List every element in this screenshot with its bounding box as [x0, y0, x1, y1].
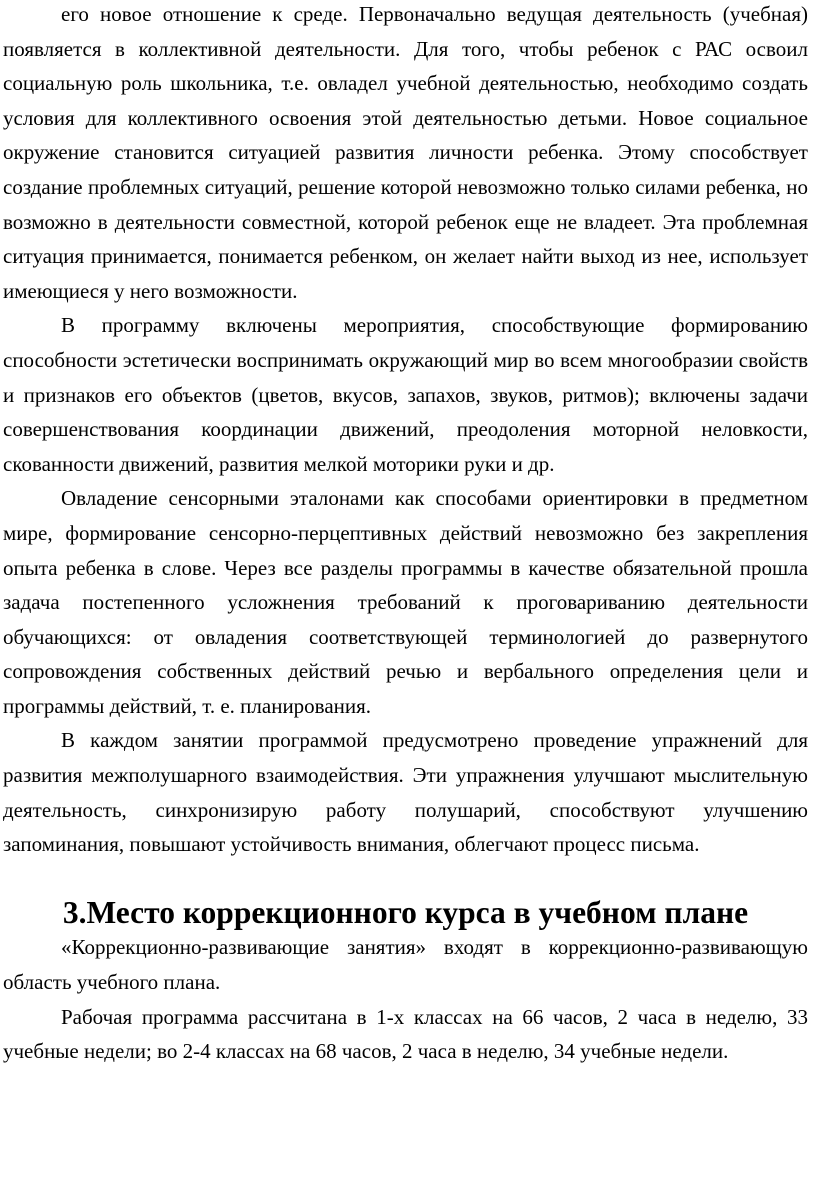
section-heading: 3.Место коррекционного курса в учебном плане — [62, 894, 749, 930]
paragraph-sensory-standards: Овладение сенсорными эталонами как способами ориентировки в предметном мире, формирование сенсорно-перцептивных действий невозможно без закрепления опыта ребенка в слове. Через все разделы программы в качестве обязательной прошла задача постепенного усложнения требований к проговариванию деятельности обучающихся: от овладения соответствующей терминологией до развернутого сопровождения собственных действий речью и вербального определения цели и программы действий, т. е. планирования. — [3, 486, 808, 718]
paragraph-program-activities: В программу включены мероприятия, способствующие формированию способности эстетически воспринимать окружающий мир во всем многообразии свойств и признаков его объектов (цветов, вкусов, запахов, звуков, ритмов); включены задачи совершенствования координации движений, преодоления моторной неловкости, скованности движений, развития мелкой моторики руки и др. — [3, 313, 808, 476]
paragraph-hours-allocation: Рабочая программа рассчитана в 1-х классах на 66 часов, 2 часа в неделю, 33 учебные недели; во 2-4 классах на 68 часов, 2 часа в неделю, 34 учебные недели. — [3, 1004, 808, 1064]
paragraph-collective-activity: его новое отношение к среде. Первоначально ведущая деятельность (учебная) появляется в коллективной деятельности. Для того, чтобы ребенок с РАС освоил социальную роль школьника, т.е. овладел учебной деятельностью, необходимо создать условия для коллективного освоения этой деятельностью детьми. Новое социальное окружение становится ситуацией развития личности ребенка. Этому способствует создание проблемных ситуаций, решение которой невозможно только силами ребенка, но возможно в деятельности совместной, которой ребенок еще не владеет. Эта проблемная ситуация принимается, понимается ребенком, он желает найти выход из нее, использует имеющиеся у него возможности. — [3, 2, 808, 303]
paragraph-curriculum-area: «Коррекционно-развивающие занятия» входят в коррекционно-развивающую область учебного плана. — [3, 935, 808, 995]
paragraph-interhemispheric-exercises: В каждом занятии программой предусмотрено проведение упражнений для развития межполушарного взаимодействия. Эти упражнения улучшают мыслительную деятельность, синхронизирую работу полушарий, способствуют улучшению запоминания, повышают устойчивость внимания, облегчают процесс письма. — [3, 728, 808, 857]
